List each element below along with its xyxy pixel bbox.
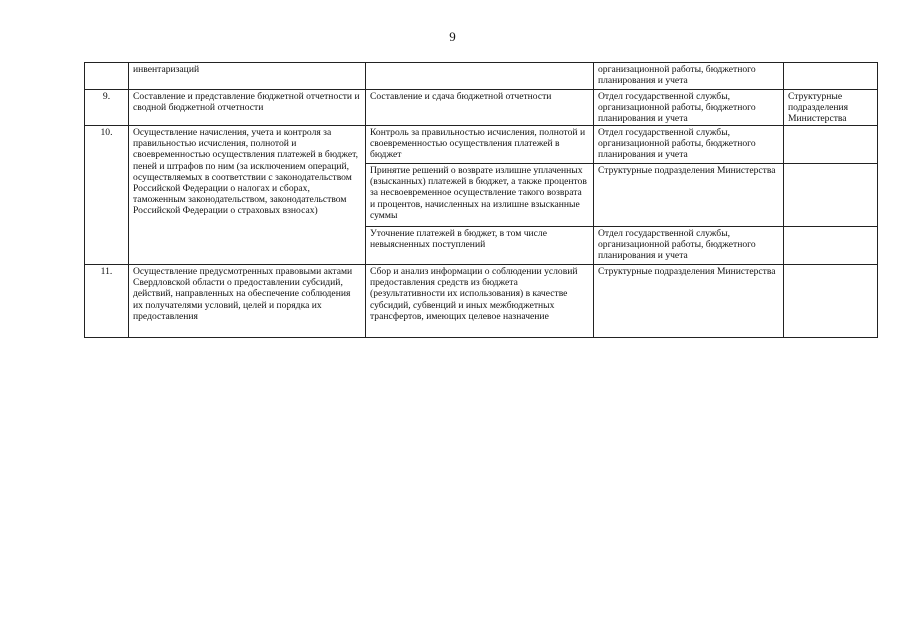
coexecutor-cell <box>784 164 878 227</box>
action-cell: Составление и сдача бюджетной отчетности <box>366 90 594 126</box>
coexecutor-cell <box>784 227 878 265</box>
coexecutor-cell <box>784 265 878 338</box>
executor-cell: Отдел государственной службы, организационной работы, бюджетного планирования и учета <box>594 90 784 126</box>
action-cell: Контроль за правильностью исчисления, полнотой и своевременностью осуществления платежей в бюджет <box>366 126 594 164</box>
table-row-9 <box>85 90 878 126</box>
row-number-cell <box>85 63 129 90</box>
action-cell <box>366 63 594 90</box>
procedure-name-cell: Осуществление предусмотренных правовыми актами Свердловской области о предоставлении субсидий, действий, направленных на обеспечение соблюдения их получателями условий, целей и порядка их предоставления <box>129 265 366 338</box>
procedure-name-cell: инвентаризаций <box>129 63 366 90</box>
procedure-name-cell: Составление и представление бюджетной отчетности и сводной бюджетной отчетности <box>129 90 366 126</box>
executor-cell: Отдел государственной службы, организационной работы, бюджетного планирования и учета <box>594 227 784 265</box>
row-number-cell: 11. <box>85 265 129 338</box>
table-row-10 <box>85 126 878 164</box>
page-number: 9 <box>449 29 456 44</box>
row-number-cell: 9. <box>85 90 129 126</box>
coexecutor-cell <box>784 126 878 164</box>
row-number-cell: 10. <box>85 126 129 265</box>
executor-cell: Отдел государственной службы, организационной работы, бюджетного планирования и учета <box>594 126 784 164</box>
action-cell: Уточнение платежей в бюджет, в том числе невыясненных поступлений <box>366 227 594 265</box>
executor-cell: организационной работы, бюджетного планирования и учета <box>594 63 784 90</box>
executor-cell: Структурные подразделения Министерства <box>594 265 784 338</box>
coexecutor-cell <box>784 63 878 90</box>
coexecutor-cell: Структурные подразделения Министерства <box>784 90 878 126</box>
table-row-continued <box>85 63 878 90</box>
action-cell: Принятие решений о возврате излишне уплаченных (взысканных) платежей в бюджет, а также процентов за несвоевременное осуществление такого возврата и процентов, начисленных на излишне взысканные суммы <box>366 164 594 227</box>
procedures-table <box>84 62 878 338</box>
action-cell: Сбор и анализ информации о соблюдении условий предоставления средств из бюджета (результативности их использования) в качестве субсидий, субвенций и иных межбюджетных трансфертов, имеющих целевое назначение <box>366 265 594 338</box>
table-row-11 <box>85 265 878 338</box>
executor-cell: Структурные подразделения Министерства <box>594 164 784 227</box>
procedure-name-cell: Осуществление начисления, учета и контроля за правильностью исчисления, полнотой и своевременностью осуществления платежей в бюджет, пеней и штрафов по ним (за исключением операций, осуществляемых в соответствии с законодательством Российской Федерации о налогах и сборах, таможенным законодательством, законодательством Российской Федерации о страховых взносах) <box>129 126 366 265</box>
